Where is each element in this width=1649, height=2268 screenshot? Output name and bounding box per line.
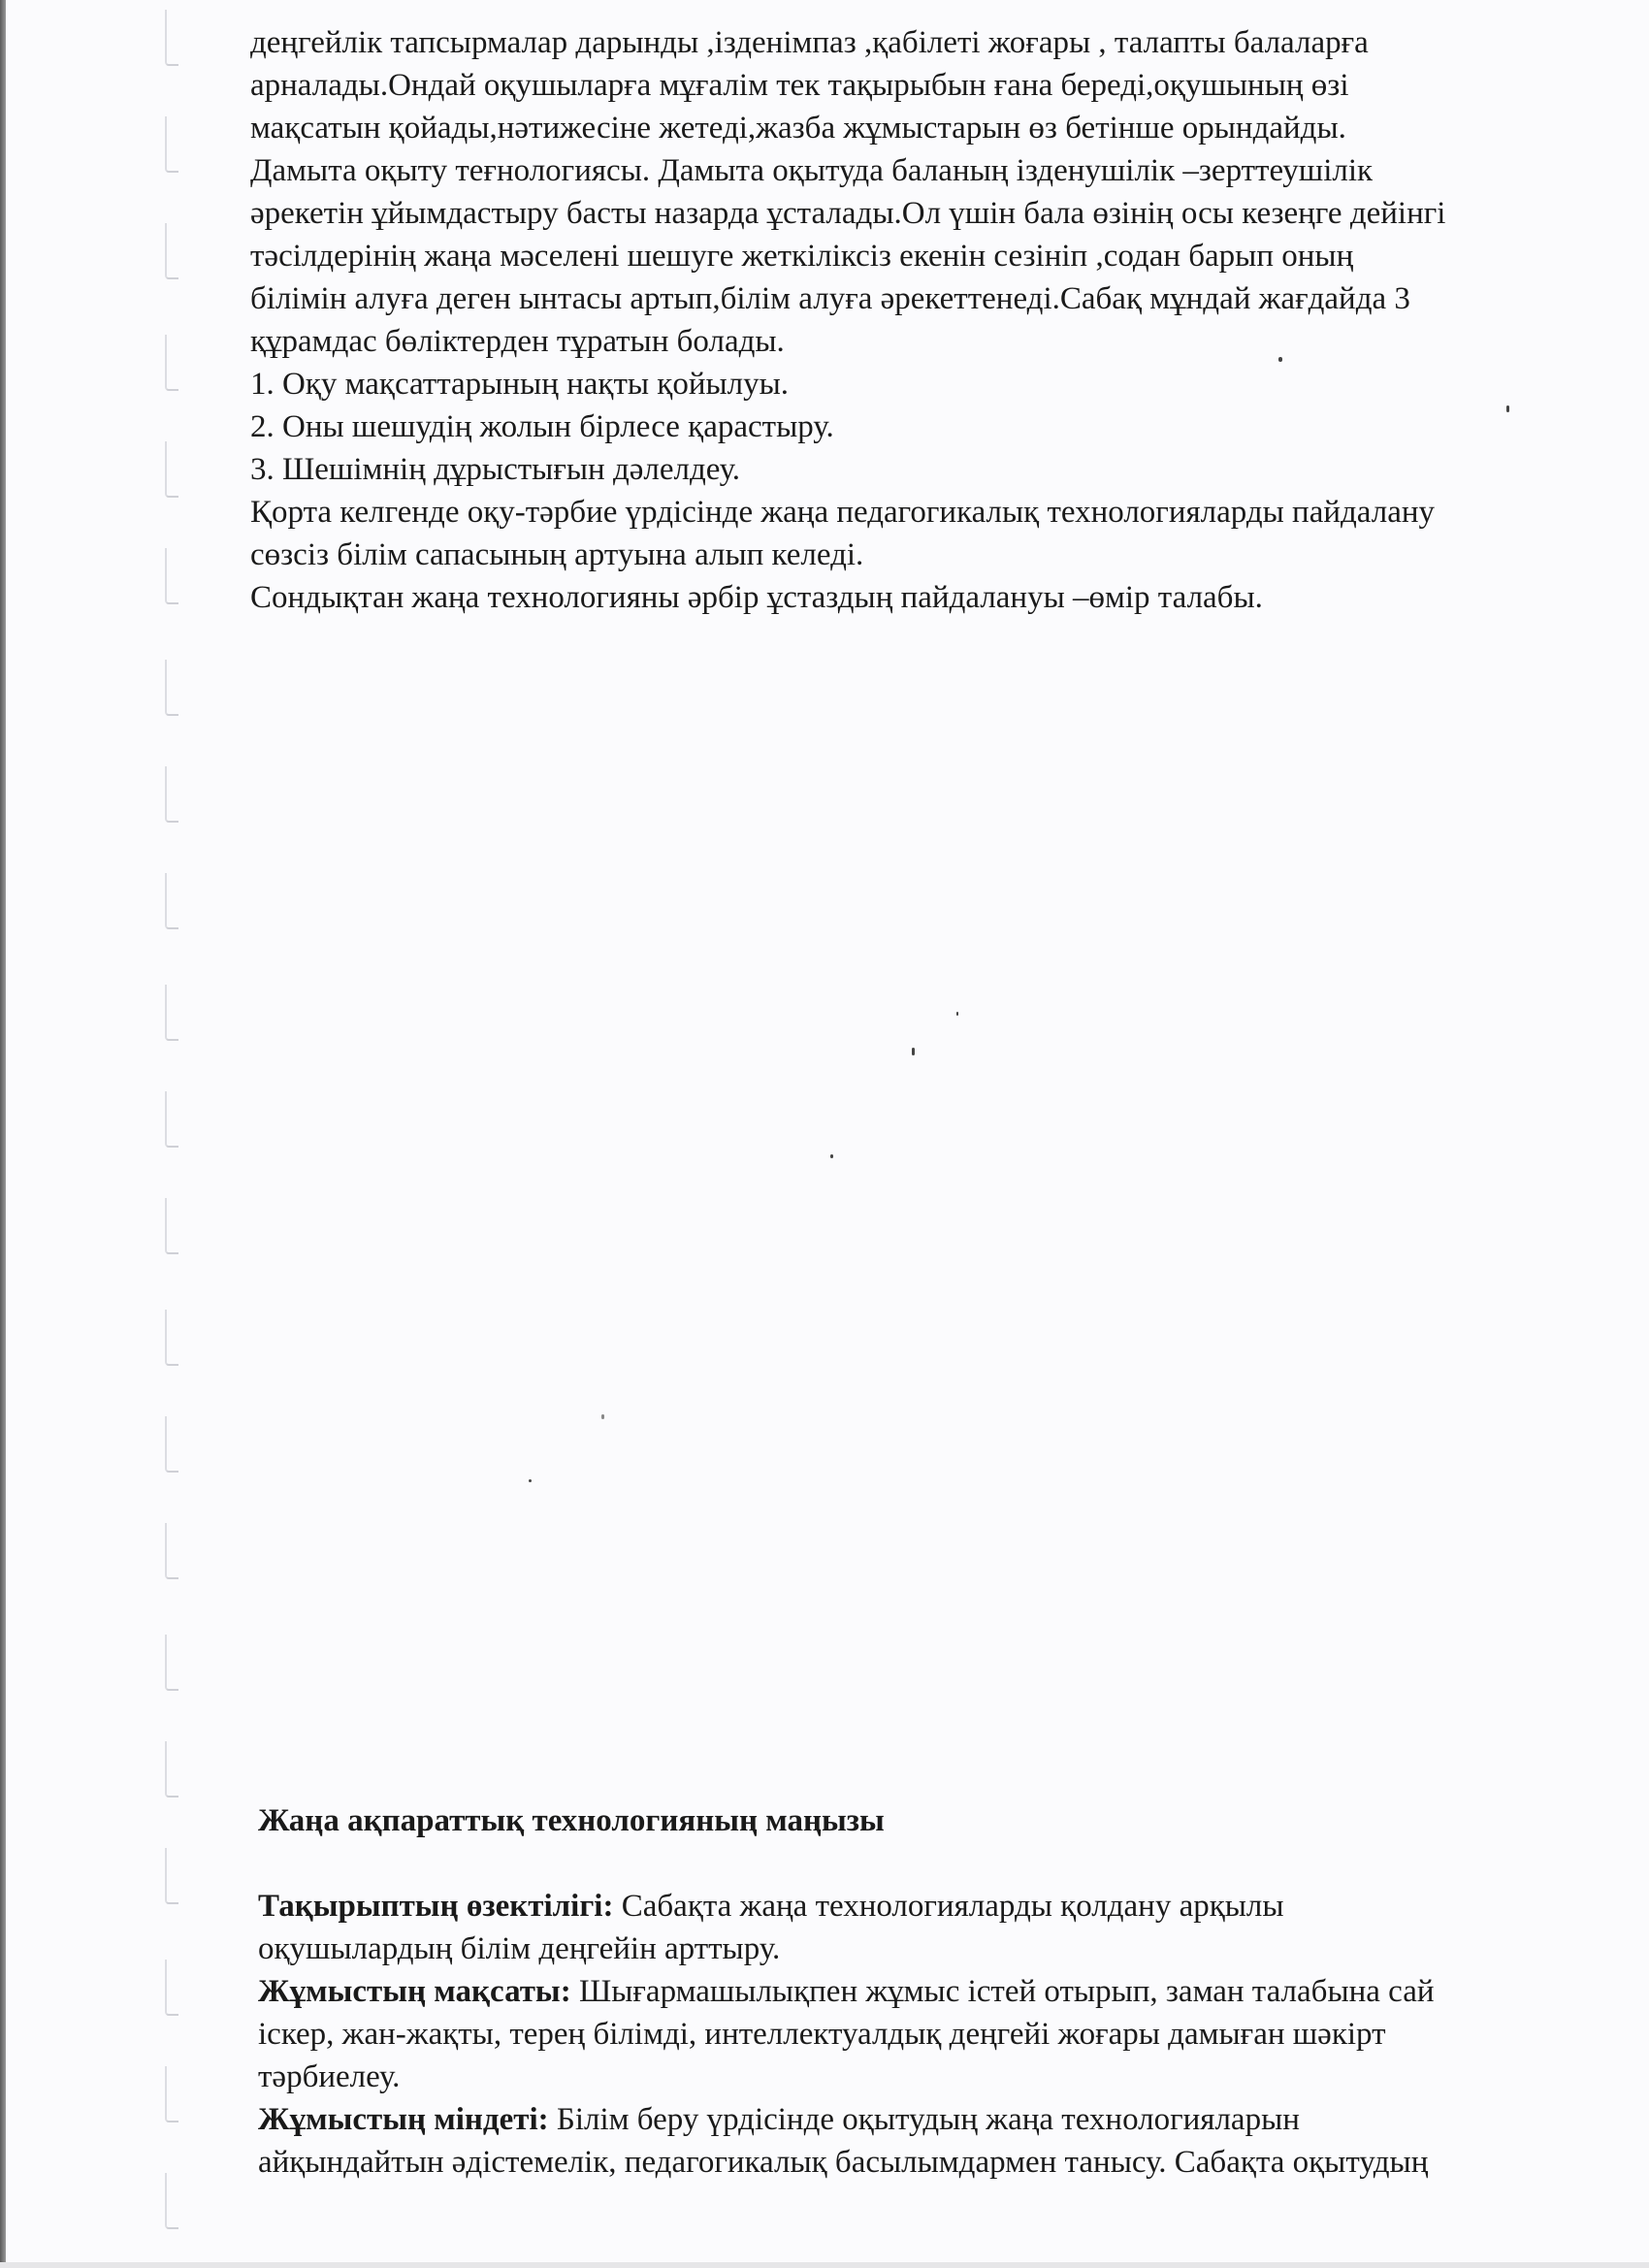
binding-mark (165, 1416, 178, 1473)
text-line: деңгейлік тапсырмалар дарынды ,ізденімпаз ,қабілеті жоғары , талапты балаларға (250, 25, 1369, 60)
task-text: айқындайтын әдістемелік, педагогикалық басылымдармен танысу. Сабақта оқытудың (258, 2145, 1429, 2180)
relevance-label: Тақырыптың өзектілігі: (258, 1889, 614, 1924)
binding-mark (165, 548, 178, 604)
scan-speck (956, 1012, 958, 1016)
goal-text: Шығармашылықпен жұмыс істей отырып, заман талабына сай (570, 1974, 1435, 2009)
body-text-bottom (258, 1799, 1649, 2184)
binding-mark (165, 1848, 178, 1904)
list-item-1: 1. Оқу мақсаттарының нақты қойылуы. (250, 367, 790, 402)
binding-mark (165, 660, 178, 716)
binding-mark (165, 10, 178, 66)
text-line: тәсілдерінің жаңа мәселені шешуге жеткіліксіз екенін сезініп ,содан барып оның (250, 239, 1354, 274)
text-line: білімін алуға деген ынтасы артып,білім алуға әрекеттенеді.Сабақ мұндай жағдайда 3 (250, 281, 1410, 316)
binding-mark (165, 1198, 178, 1254)
section-heading: Жаңа ақпараттық технологияның маңызы (258, 1803, 885, 1838)
binding-mark (165, 335, 178, 391)
binding-mark (165, 1091, 178, 1148)
binding-mark (165, 985, 178, 1041)
binding-mark (165, 441, 178, 498)
relevance-paragraph (258, 1885, 1649, 1970)
binding-mark (165, 2066, 178, 2122)
body-text-top (250, 21, 1649, 619)
task-paragraph (258, 2098, 1649, 2184)
list-item-3: 3. Шешімнің дұрыстығын дәлелдеу. (250, 452, 741, 487)
text-line: Сондықтан жаңа технологияны әрбір ұстаздың пайдалануы –өмір талабы. (250, 580, 1263, 615)
text-line: Дамыта оқыту теғнологиясы. Дамыта оқытуда баланың ізденушілік –зерттеушілік (250, 153, 1374, 188)
text-line: мақсатын қойады,нәтижесіне жетеді,жазба жұмыстарын өз бетінше орындайды. (250, 111, 1346, 146)
goal-text: іскер, жан-жақты, терең білімді, интеллектуалдық деңгейі жоғары дамыған шәкірт (258, 2017, 1386, 2052)
goal-paragraph (258, 1970, 1649, 2098)
scan-speck (830, 1154, 833, 1158)
binding-mark (165, 116, 178, 173)
scan-edge-left (0, 0, 6, 2268)
binding-mark (165, 1635, 178, 1691)
relevance-text: оқушылардың білім деңгейін арттыру. (258, 1931, 781, 1966)
list-item-2: 2. Оны шешудің жолын бірлесе қарастыру. (250, 409, 834, 444)
text-line: құрамдас бөліктерден тұратын болады. (250, 324, 785, 359)
task-text: Білім беру үрдісінде оқытудың жаңа технологияларын (548, 2102, 1300, 2137)
binding-mark (165, 873, 178, 929)
binding-mark (165, 1741, 178, 1798)
scan-speck (912, 1048, 915, 1055)
scan-speck (601, 1414, 604, 1419)
binding-mark (165, 766, 178, 823)
binding-marks (165, 0, 194, 2268)
binding-mark (165, 2173, 178, 2229)
binding-mark (165, 1523, 178, 1579)
text-line: Қорта келгенде оқу-тәрбие үрдісінде жаңа педагогикалық технологияларды пайдалану (250, 495, 1436, 530)
goal-text: тәрбиелеу. (258, 2059, 401, 2094)
scan-edge-bottom (0, 2262, 1649, 2268)
binding-mark (165, 1960, 178, 2016)
task-label: Жұмыстың міндеті: (258, 2102, 549, 2137)
binding-mark (165, 223, 178, 279)
binding-mark (165, 1310, 178, 1366)
scan-speck (529, 1479, 532, 1482)
relevance-text: Сабақта жаңа технологияларды қолдану арқылы (613, 1889, 1284, 1924)
text-line: сөзсіз білім сапасының артуына алып келеді. (250, 537, 864, 572)
text-line: әрекетін ұйымдастыру басты назарда ұсталады.Ол үшін бала өзінің осы кезеңге дейінгі (250, 196, 1446, 231)
text-line: арналады.Ондай оқушыларға мұғалім тек тақырыбын ғана береді,оқушының өзі (250, 68, 1349, 103)
goal-label: Жұмыстың мақсаты: (258, 1974, 571, 2009)
